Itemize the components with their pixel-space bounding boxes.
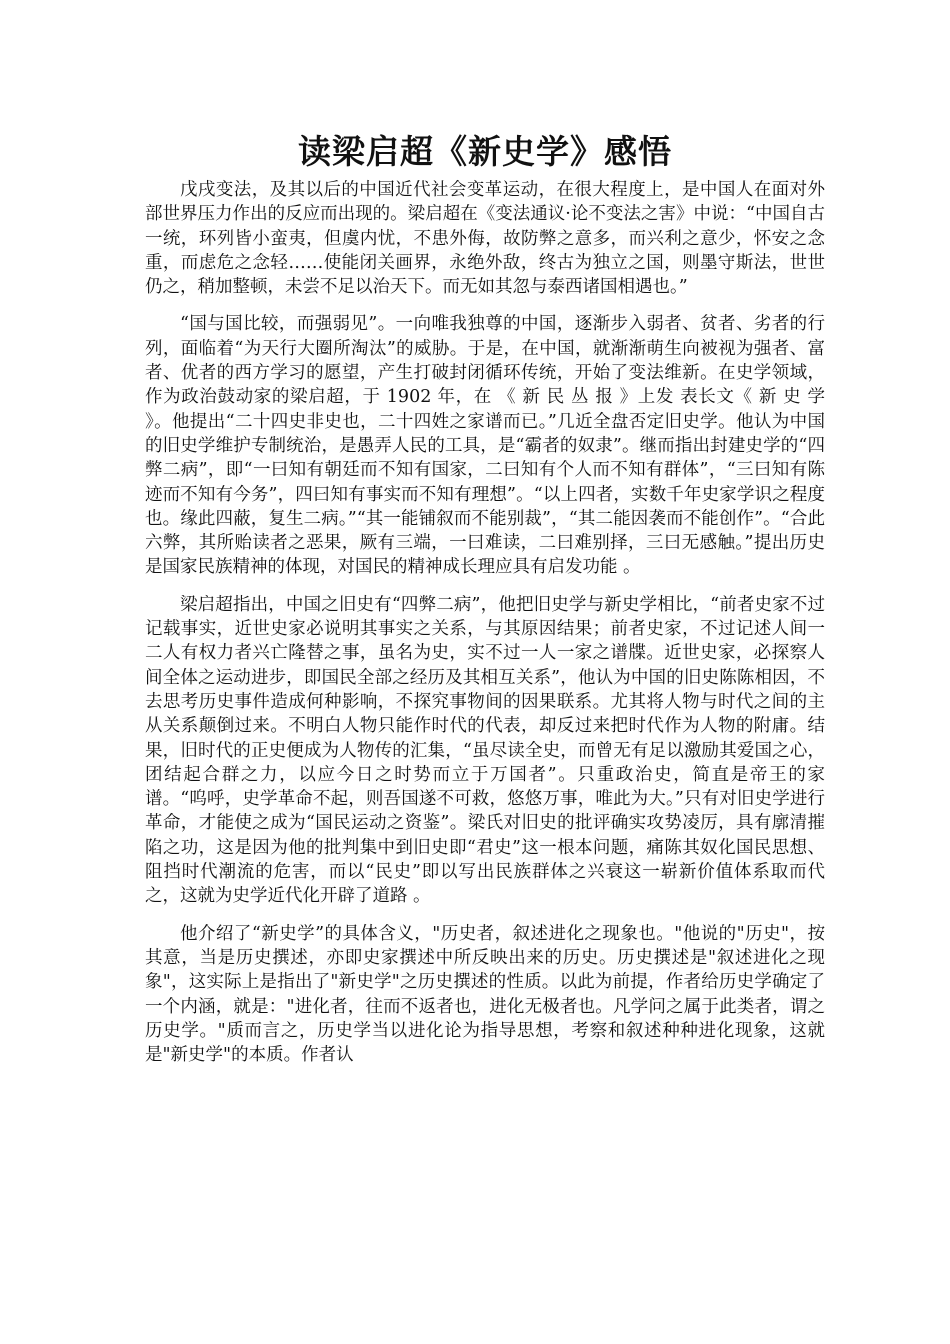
paragraph-4: 他介绍了“新史学”的具体含义，"历史者，叙述进化之现象也。"他说的"历史"，按其意，当是历史撰述，亦即史家撰述中所反映出来的历史。历史撰述是"叙述进化之现象"，这实际上是指出了"新史学"之历史撰述的性质。以此为前提，作者给历史学确定了一个内涵，就是："进化者，往而不返者也，进化无极者也。凡学问之属于此类者，谓之历史学。"质而言之，历史学当以进化论为指导思想，考察和叙述种种进化现象，这就是"新史学"的本质。作者认 <box>145 923 825 1066</box>
document-page <box>145 130 825 1080</box>
paragraph-2: “国与国比较，而强弱见”。一向唯我独尊的中国，逐渐步入弱者、贫者、劣者的行列，面临着“为天行大圈所淘汰”的威胁。于是，在中国，就渐渐萌生向被视为强者、富者、优者的西方学习的愿望，产生打破封闭循环传统，开始了变法维新。在史学领域，作为政治鼓动家的梁启超，于 1902 年，在 《 新 民 丛 报 》上发 表长文《 新 史 学 》。他提出“二十四史非史也，二十四姓之家谱而已。”几近全盘否定旧史学。他认为中国的旧史学维护专制统治，是愚弄人民的工具，是“霸者的奴隶”。继而指出封建史学的“四弊二病”，即“一曰知有朝廷而不知有国家，二曰知有个人而不知有群体”，“三曰知有陈迹而不知有今务”，四曰知有事实而不知有理想”。“以上四者，实数千年史家学识之程度也。缘此四蔽，复生二病。”“其一能铺叙而不能别裁”，“其二能因袭而不能创作”。“合此六弊，其所贻读者之恶果，厥有三端，一曰难读，二曰难别择，三曰无感触。”提出历史是国家民族精神的体现，对国民的精神成长理应具有启发功能 。 <box>145 314 825 578</box>
paragraph-1: 戊戌变法，及其以后的中国近代社会变革运动，在很大程度上，是中国人在面对外部世界压力作出的反应而出现的。梁启超在《变法通议·论不变法之害》中说：“中国自古一统，环列皆小蛮夷，但虞内忧，不患外侮，故防弊之意多，而兴利之意少，怀安之念重，而虑危之念轻……使能闭关画界，永绝外敌，终古为独立之国，则墨守斯法，世世仍之，稍加整顿，未尝不足以治天下。而无如其忽与泰西诸国相遇也。” <box>145 180 825 298</box>
document-title: 读梁启超《新史学》感悟 <box>298 132 672 171</box>
paragraph-3: 梁启超指出，中国之旧史有“四弊二病”，他把旧史学与新史学相比，“前者史家不过记载事实，近世史家必说明其事实之关系，与其原因结果；前者史家，不过记述人间一二人有权力者兴亡隆替之事，虽名为史，实不过一人一家之谱牒。近世史家，必探察人间全体之运动进步，即国民全部之经历及其相互关系”，他认为中国的旧史陈陈相因，不去思考历史事件造成何种影响，不探究事物间的因果联系。尤其将人物与时代之间的主从关系颠倒过来。不明白人物只能作时代的代表，却反过来把时代作为人物的附庸。结果，旧时代的正史便成为人物传的汇集，“虽尽读全史，而曾无有足以激励其爱国之心，团结起合群之力，以应今日之时势而立于万国者”。只重政治史，简直是帝王的家谱。“呜呼，史学革命不起，则吾国遂不可救，悠悠万事，唯此为大。”只有对旧史学进行革命，才能使之成为“国民运动之资鉴”。梁氏对旧史的批评确实攻势凌厉，具有廓清摧陷之功，这是因为他的批判集中到旧史即“君史”这一根本问题，痛陈其奴化国民思想、阻挡时代潮流的危害，而以“民史”即以写出民族群体之兴衰这一崭新价值体系取而代之，这就为史学近代化开辟了道路 。 <box>145 594 825 907</box>
